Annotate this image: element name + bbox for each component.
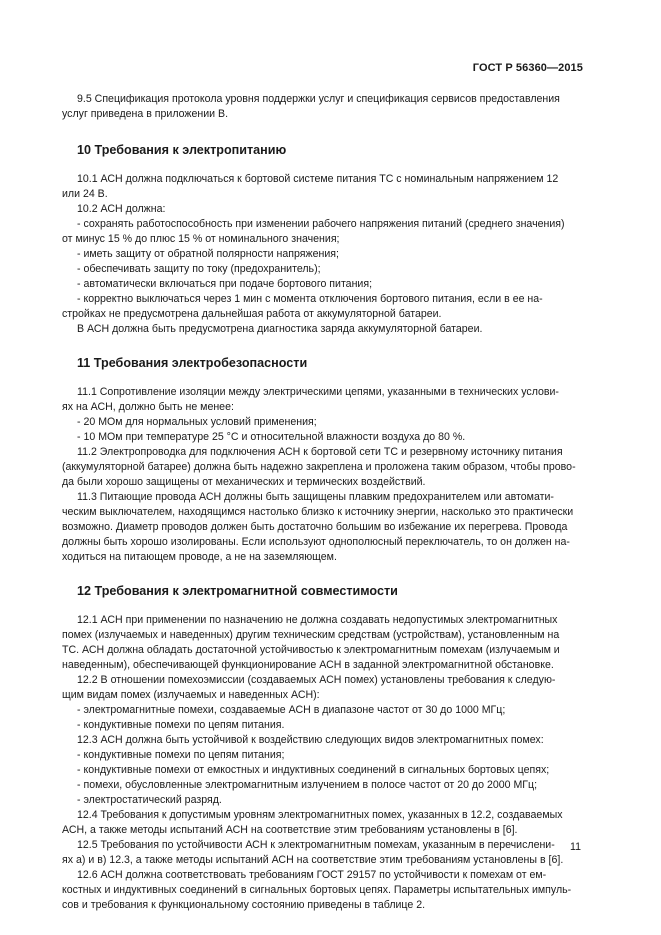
clause-9-5-line-1: 9.5 Спецификация протокола уровня поддержки услуг и спецификация сервисов предоставления	[77, 93, 560, 105]
sec10-line: - корректно выключаться через 1 мин с момента отключения бортового питания, если в ее на-	[77, 293, 543, 305]
sec10-line: - автоматически включаться при подаче бортового питания;	[77, 278, 373, 290]
sec11-line: возможно. Диаметр проводов должен быть достаточно большим во избежание их перегрева. Провода	[62, 521, 568, 533]
sec12-line: - помехи, обусловленные электромагнитным излучением в полосе частот от 20 до 2000 МГц;	[77, 779, 538, 791]
sec11-line: 11.1 Сопротивление изоляции между электрическими цепями, указанными в технических услови-	[77, 386, 559, 398]
sec11-line: 11.2 Электропроводка для подключения АСН к бортовой сети ТС и резервному источнику питания	[77, 446, 563, 458]
sec11-line: должны быть хорошо изолированы. Если используют однополюсный переключатель, то он должен на-	[62, 536, 570, 548]
section-11-heading: 11 Требования электробезопасности	[77, 356, 308, 370]
sec11-line: - 20 МОм для нормальных условий применения;	[77, 416, 317, 428]
sec12-line: 12.4 Требования к допустимым уровням электромагнитных помех, указанных в 12.2, создаваемых	[77, 809, 563, 821]
sec10-line: стройках не предусмотрена дальнейшая работа от аккумуляторной батареи.	[62, 308, 442, 320]
sec11-line: ходиться на питающем проводе, а не на заземляющем.	[62, 551, 337, 563]
sec12-line: АСН, а также методы испытаний АСН на соответствие этим требованиям установлены в [6].	[62, 824, 518, 836]
sec12-line: - кондуктивные помехи от емкостных и индуктивных соединений в сигнальных бортовых цепях;	[77, 764, 550, 776]
sec11-line: да были хорошо защищены от механических и термических воздействий.	[62, 476, 426, 488]
document-body	[62, 92, 584, 913]
sec10-line: В АСН должна быть предусмотрена диагностика заряда аккумуляторной батареи.	[77, 323, 483, 335]
sec12-line: помех (излучаемых и наведенных) другим техническим средствам (устройствам), установленным на	[62, 629, 560, 641]
sec12-line: 12.1 АСН при применении по назначению не должна создавать недопустимых электромагнитных	[77, 614, 558, 626]
sec10-line: 10.1 АСН должна подключаться к бортовой системе питания ТС с номинальным напряжением 12	[77, 173, 559, 185]
sec12-line: - кондуктивные помехи по цепям питания;	[77, 749, 285, 761]
sec12-line: - электростатический разряд.	[77, 794, 222, 806]
sec11-line: 11.3 Питающие провода АСН должны быть защищены плавким предохранителем или автомати-	[77, 491, 554, 503]
sec11-line: ческим выключателем, находящимся настолько близко к источнику энергии, насколько это практически	[62, 506, 574, 518]
clause-9-5-line-2: услуг приведена в приложении В.	[62, 108, 229, 120]
sec10-line: от минус 15 % до плюс 15 % от номинального значения;	[62, 233, 340, 245]
sec12-line: - электромагнитные помехи, создаваемые АСН в диапазоне частот от 30 до 1000 МГц;	[77, 704, 506, 716]
page-number: 11	[570, 841, 581, 853]
sec12-line: 12.2 В отношении помехоэмиссии (создаваемых АСН помех) установлены требования к следую-	[77, 674, 556, 686]
sec12-line: 12.3 АСН должна быть устойчивой к воздействию следующих видов электромагнитных помех:	[77, 734, 544, 746]
section-12-heading: 12 Требования к электромагнитной совместимости	[77, 584, 398, 598]
sec12-line: ТС. АСН должна обладать достаточной устойчивостью к электромагнитным помехам (излучаемым и	[62, 644, 560, 656]
sec12-line: 12.5 Требования по устойчивости АСН к электромагнитным помехам, указанным в перечислени-	[77, 839, 555, 851]
section-11-body	[62, 385, 584, 565]
sec11-line: ях на АСН, должно быть не менее:	[62, 401, 234, 413]
sec10-line: - сохранять работоспособность при изменении рабочего напряжения питаний (среднего значения)	[77, 218, 565, 230]
sec12-line: щим видам помех (излучаемых и наведенных АСН):	[62, 689, 320, 701]
section-10-body	[62, 172, 584, 337]
sec10-line: 10.2 АСН должна:	[77, 203, 166, 215]
sec10-line: или 24 В.	[62, 188, 108, 200]
sec10-line: - иметь защиту от обратной полярности напряжения;	[77, 248, 339, 260]
sec10-line: - обеспечивать защиту по току (предохранитель);	[77, 263, 321, 275]
section-10-heading: 10 Требования к электропитанию	[77, 143, 287, 157]
sec11-line: (аккумуляторной батарее) должна быть надежно закреплена и проложена таким образом, чтобы прово-	[62, 461, 576, 473]
sec12-line: наведенным), обеспечивающей функционирование АСН в заданной электромагнитной обстановке.	[62, 659, 554, 671]
sec11-line: - 10 МОм при температуре 25 °С и относительной влажности воздуха до 80 %.	[77, 431, 466, 443]
sec12-line: сов и требования к функциональному состоянию приведены в таблице 2.	[62, 899, 426, 911]
section-12-body	[62, 613, 584, 913]
document-code: ГОСТ Р 56360—2015	[472, 62, 583, 74]
sec12-line: - кондуктивные помехи по цепям питания.	[77, 719, 285, 731]
sec12-line: ях а) и в) 12.3, а также методы испытаний АСН на соответствие этим требованиям установлены в [6].	[62, 854, 564, 866]
sec12-line: 12.6 АСН должна соответствовать требованиям ГОСТ 29157 по устойчивости к помехам от ем-	[77, 869, 547, 881]
sec12-line: костных и индуктивных соединений в сигнальных бортовых цепях. Параметры испытательных импуль-	[62, 884, 572, 896]
